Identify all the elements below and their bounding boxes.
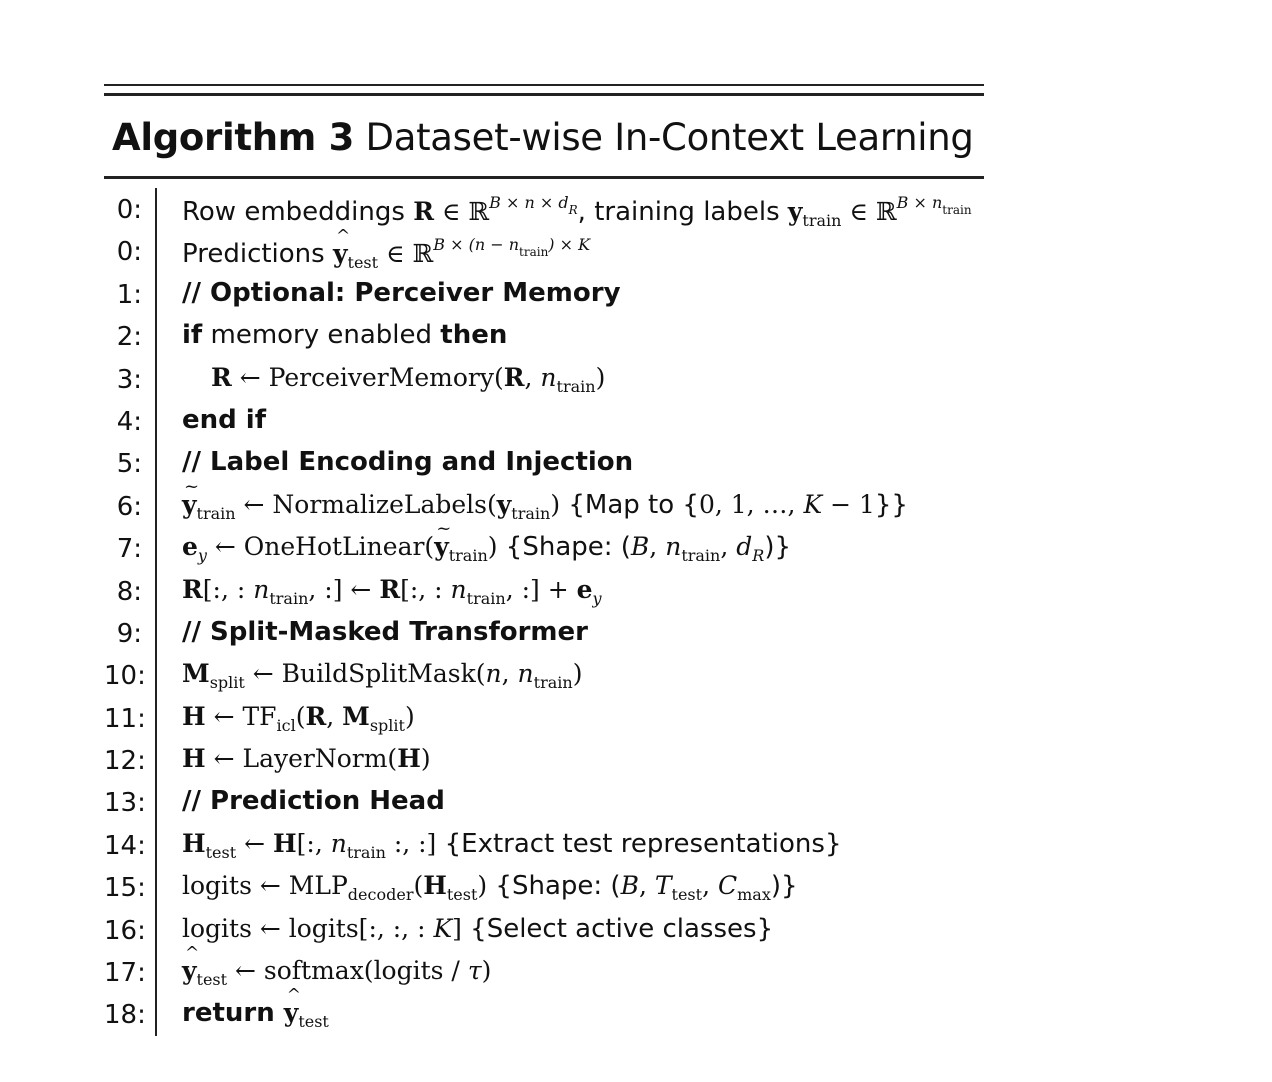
indent-bar (155, 315, 157, 357)
title-rule (104, 176, 984, 179)
line-code: ^ $y_{test}$ ← softmax(logits / τ) (182, 956, 491, 989)
line-14 (104, 824, 1064, 866)
indent-bar (155, 993, 157, 1035)
line-code: return ^ $y_{test}$ (182, 998, 329, 1031)
line-number: 2: (116, 322, 142, 353)
line-17 (104, 951, 1064, 993)
indent-bar (155, 273, 157, 315)
indent-bar (155, 485, 157, 527)
line-number: 0: (116, 195, 142, 225)
line-code: Row embeddings R ∈ ℝ$^{B \times n \times d_R}$, training labels $y_{train}$ ∈ ℝ$^{B \times n_{train}}$ (182, 193, 972, 230)
algorithm-label: Algorithm 3 (112, 116, 355, 159)
top-rule-thick (104, 93, 984, 96)
line-number: 0: (116, 237, 142, 268)
indent-bar (155, 866, 157, 908)
indent-bar (155, 739, 157, 781)
line-9 (104, 612, 1064, 654)
indent-bar (155, 697, 157, 739)
line-11 (104, 697, 1064, 739)
line-number: 13: (104, 788, 146, 819)
line-2 (104, 315, 1064, 357)
line-code: R[:, : $n_{train}$, :] ← R[:, : $n_{train}$, :] + $e_y$ (182, 574, 602, 608)
line-13 (104, 781, 1064, 823)
line-number: 6: (116, 491, 142, 522)
line-code: if memory enabled then (182, 320, 508, 351)
line-5 (104, 442, 1064, 484)
line-number: 15: (104, 873, 146, 904)
line-code: Predictions ^ $y_{test}$ ∈ ℝ$^{B \times (n - n_{train}) \times K}$ (182, 235, 590, 272)
line-number: 10: (104, 661, 146, 692)
line-code: $H_{test}$ ← H[:, $n_{train}$ :, :] {Extract test representations} (182, 828, 842, 862)
comment: // Prediction Head (182, 786, 445, 817)
line-10 (104, 654, 1064, 696)
comment: // Label Encoding and Injection (182, 447, 634, 478)
indent-bar (155, 781, 157, 823)
line-code: $M_{split}$ ← BuildSplitMask(n, $n_{train}$) (182, 659, 583, 693)
indent-bar (155, 824, 157, 866)
line-code: logits ← logits[:, :, : K] {Select active classes} (182, 913, 774, 944)
line-input (104, 188, 1064, 230)
indent-bar (155, 358, 157, 400)
line-1 (104, 273, 1064, 315)
line-number: 16: (104, 915, 146, 946)
line-number: 14: (104, 830, 146, 861)
indent-bar (155, 400, 157, 442)
line-15 (104, 866, 1064, 908)
algorithm-name: Dataset-wise In-Context Learning (365, 116, 974, 159)
line-code: H ← LayerNorm(H) (182, 744, 431, 774)
line-16 (104, 909, 1064, 951)
line-number: 8: (116, 576, 142, 607)
indent-bar (155, 951, 157, 993)
indent-bar (155, 527, 157, 569)
line-12 (104, 739, 1064, 781)
line-number: 11: (104, 703, 146, 734)
line-8 (104, 570, 1064, 612)
indent-bar (155, 442, 157, 484)
keyword: end if (182, 404, 267, 435)
line-output (104, 230, 1064, 272)
indent-bar (155, 230, 157, 272)
line-code: H ← $TF_{icl}(R$, $M_{split}$) (182, 701, 415, 735)
comment: // Split-Masked Transformer (182, 616, 588, 647)
line-code: ~ $y_{train}$ ← $NormalizeLabels(y_{train})$ {Map to {0, 1, …, K − 1}} (182, 490, 908, 523)
line-number: 12: (104, 746, 146, 777)
line-6 (104, 485, 1064, 527)
line-code: logits ← $MLP_{decoder}(H_{test})$ {Shape: (B, $T_{test}$, $C_{max}$)} (182, 871, 798, 905)
line-4 (104, 400, 1064, 442)
algorithm-lines (104, 188, 1064, 1036)
indent-bar (155, 654, 157, 696)
line-3 (104, 358, 1064, 400)
line-number: 7: (116, 534, 142, 565)
algorithm-title (112, 116, 974, 159)
line-number: 1: (116, 279, 142, 310)
indent-bar (155, 188, 157, 230)
indent-bar (155, 570, 157, 612)
top-rule-thin (104, 84, 984, 86)
line-number: 3: (116, 364, 142, 395)
indent-bar (155, 612, 157, 654)
line-number: 4: (116, 406, 142, 437)
line-18 (104, 993, 1064, 1035)
line-code: $e_y$ ← OneHotLinear(~ $y_{train}$) {Shape: (B, $n_{train}$, $d_R$)} (182, 532, 791, 565)
line-7 (104, 527, 1064, 569)
comment: // Optional: Perceiver Memory (182, 277, 621, 308)
line-number: 17: (104, 958, 146, 989)
indent-bar (155, 909, 157, 951)
line-number: 9: (116, 618, 142, 649)
line-number: 18: (104, 1000, 146, 1031)
line-number: 5: (116, 449, 142, 480)
line-code: R ← PerceiverMemory(R, $n_{train}$) (211, 362, 606, 396)
